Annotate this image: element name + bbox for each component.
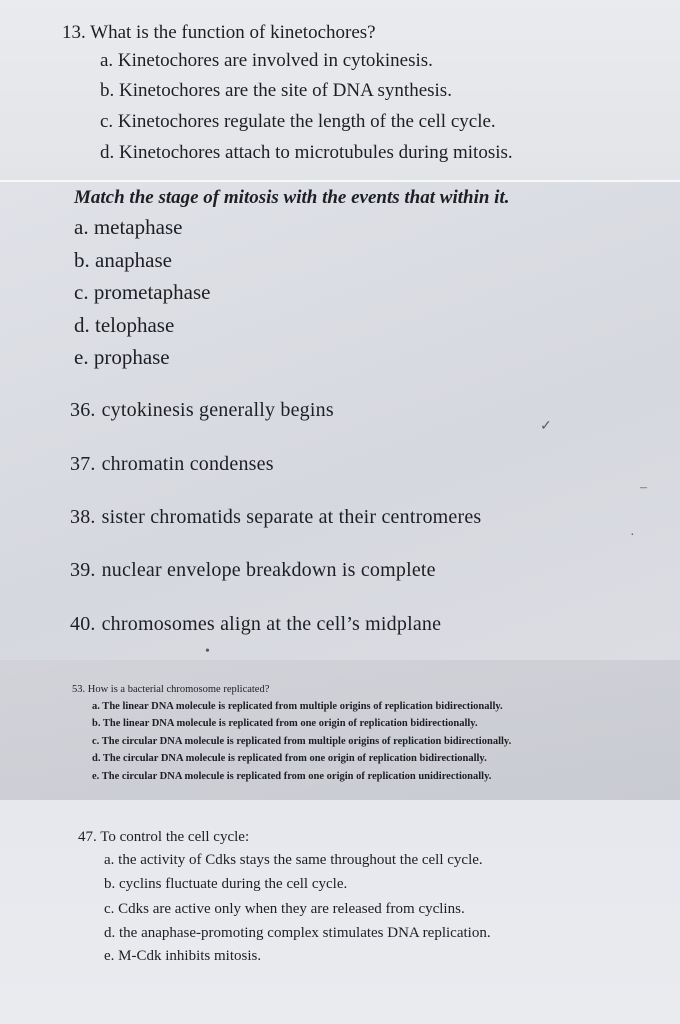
question-53-option-a: a. The linear DNA molecule is replicated from multiple origins of replication bidirectionally. (92, 701, 503, 712)
question-13-option-c: c. Kinetochores regulate the length of the cell cycle. (100, 111, 496, 132)
stage-option-b: b. anaphase (74, 248, 172, 272)
matching-item-number: 36. (70, 399, 96, 421)
stage-option-a: a. metaphase (74, 215, 183, 239)
matching-item-text: chromatin condenses (101, 453, 274, 475)
question-47-text: 47. To control the cell cycle: (78, 829, 250, 845)
question-53-option-d: d. The circular DNA molecule is replicated from one origin of replication bidirectionally. (92, 753, 487, 764)
question-47-option-d: d. the anaphase-promoting complex stimulates DNA replication. (104, 925, 491, 941)
question-47-option-c: c. Cdks are active only when they are released from cyclins. (104, 901, 465, 917)
matching-item-number: 39. (70, 559, 96, 581)
question-47-option-a: a. the activity of Cdks stays the same throughout the cell cycle. (104, 852, 483, 868)
question-53-panel (0, 660, 680, 800)
question-53-option-c: c. The circular DNA molecule is replicated from multiple origins of replication bidirectionally. (92, 736, 512, 747)
matching-item-text: cytokinesis generally begins (101, 399, 334, 421)
matching-item-37 (70, 453, 274, 476)
matching-item-39 (70, 559, 436, 582)
matching-item-text: chromosomes align at the cell’s midplane (101, 613, 442, 635)
question-53-option-e: e. The circular DNA molecule is replicated from one origin of replication unidirectionally. (92, 771, 492, 782)
matching-item-number: 40. (70, 613, 96, 635)
question-13-panel (0, 0, 680, 180)
question-13-option-b: b. Kinetochores are the site of DNA synthesis. (100, 80, 452, 101)
stage-option-e: e. prophase (74, 345, 170, 369)
stage-option-d: d. telophase (74, 313, 175, 337)
matching-heading: Match the stage of mitosis with the events that within it. (74, 187, 510, 208)
question-53-option-b: b. The linear DNA molecule is replicated from one origin of replication bidirectionally. (92, 718, 478, 729)
matching-panel (0, 182, 680, 660)
matching-item-38 (70, 506, 481, 529)
matching-item-text: sister chromatids separate at their centromeres (101, 506, 482, 528)
pen-mark: • (205, 644, 210, 659)
matching-item-36 (70, 399, 334, 422)
question-13-text: 13. What is the function of kinetochores? (62, 22, 376, 43)
pen-mark: – (640, 480, 647, 495)
question-47-option-b: b. cyclins fluctuate during the cell cycle. (104, 876, 348, 892)
stage-option-c: c. prometaphase (74, 280, 211, 304)
question-13-option-d: d. Kinetochores attach to microtubules during mitosis. (100, 142, 513, 163)
matching-item-number: 38. (70, 506, 96, 528)
matching-item-40 (70, 613, 441, 636)
pen-mark: ✓ (540, 419, 552, 434)
matching-item-text: nuclear envelope breakdown is complete (101, 559, 436, 581)
matching-item-number: 37. (70, 453, 96, 475)
question-13-option-a: a. Kinetochores are involved in cytokinesis. (100, 50, 433, 71)
question-53-text: 53. How is a bacterial chromosome replicated? (72, 684, 270, 695)
pen-mark: · (630, 528, 635, 543)
question-47-panel (0, 800, 680, 1024)
question-47-option-e: e. M-Cdk inhibits mitosis. (104, 948, 262, 964)
